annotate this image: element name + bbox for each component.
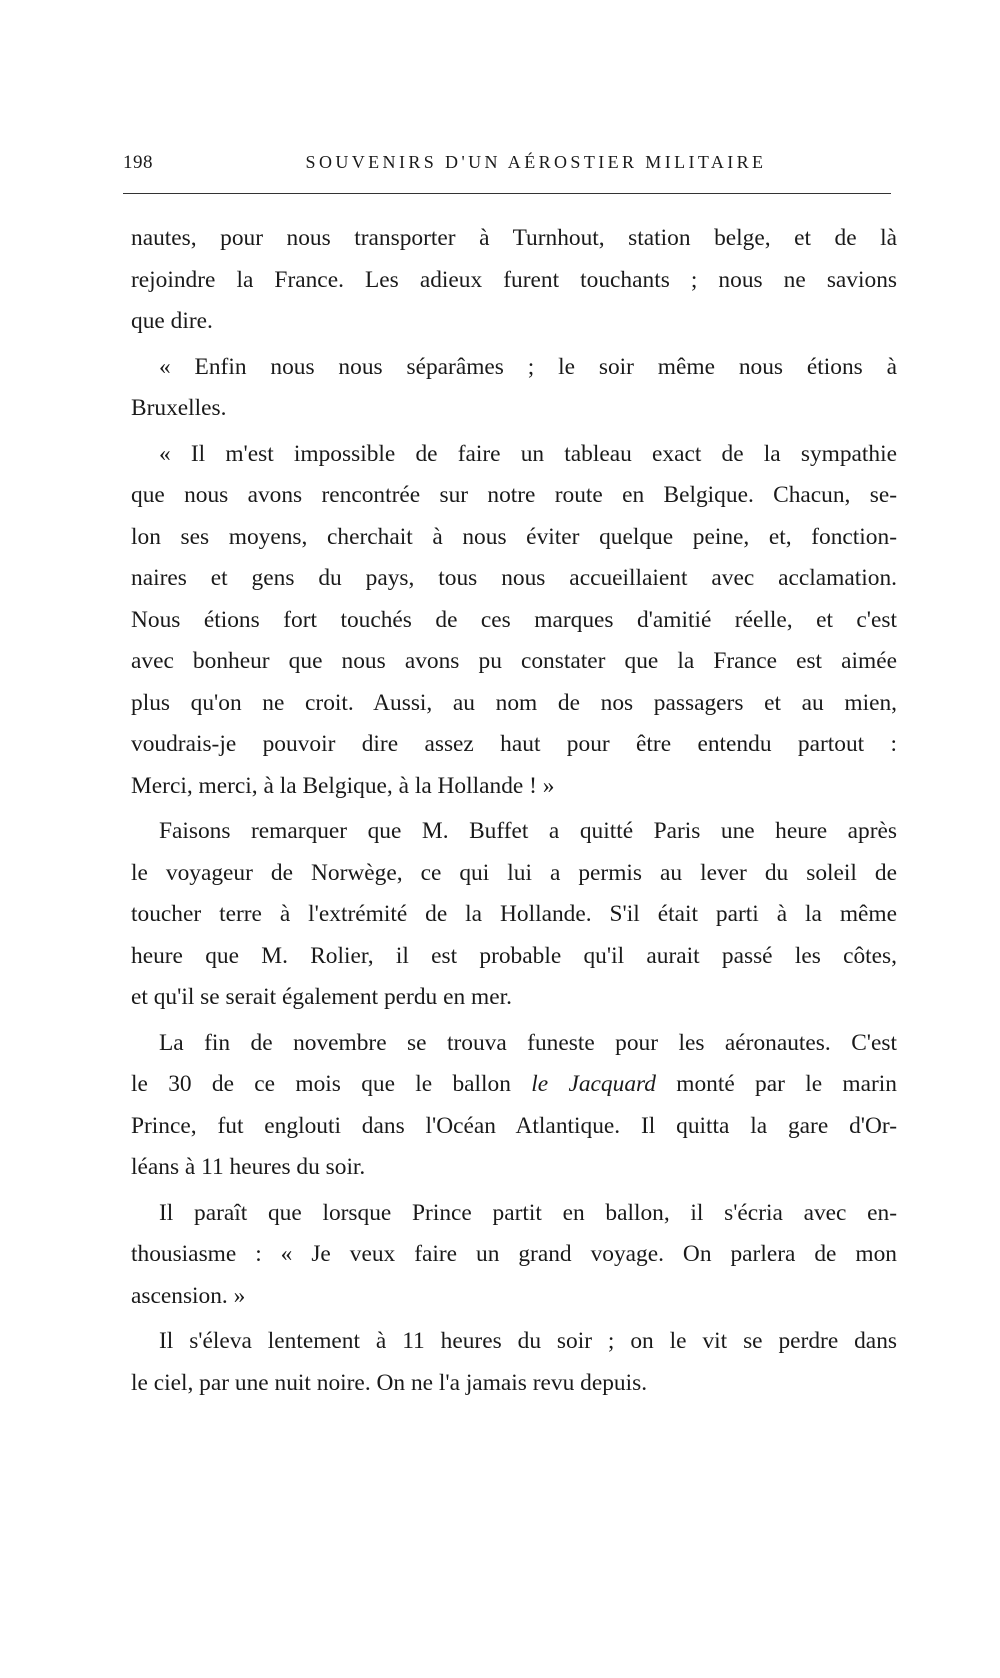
text-line: naires et gens du pays, tous nous accueillaient avec acclamation. [131,565,897,591]
text-line: Il paraît que lorsque Prince partit en ballon, il s'écria avec en- [159,1199,897,1226]
paragraph [131,218,897,343]
text-line: ascension. » [131,1282,246,1309]
paragraph [131,434,897,808]
balloon-name: le Jacquard [531,1071,656,1097]
text-line: Nous étions fort touchés de ces marques d'amitié réelle, et c'est [131,606,897,633]
paragraph [131,1023,897,1189]
text-line: plus qu'on ne croit. Aussi, au nom de nos passagers et au mien, [131,689,897,716]
text-segment: La fin de novembre se trouva funeste pour les aéronautes. C'est [159,1029,897,1056]
text-line: nautes, pour nous transporter à Turnhout, station belge, et de là [131,225,897,251]
text-line: heure que M. Rolier, il est probable qu'il aurait passé les côtes, [131,942,897,969]
text-line: thousiasme : « Je veux faire un grand voyage. On parlera de mon [131,1241,897,1267]
text-line: rejoindre la France. Les adieux furent touchants ; nous ne savions [131,266,897,293]
text-line: avec bonheur que nous avons pu constater que la France est aimée [131,648,897,674]
text-line: que dire. [131,308,213,334]
paragraph [131,811,897,1019]
running-title: SOUVENIRS D'UN AÉROSTIER MILITAIRE [305,152,767,172]
text-line [131,1023,897,1065]
text-line: toucher terre à l'extrémité de la Hollande. S'il était parti à la même [131,901,897,927]
text-line: voudrais-je pouvoir dire assez haut pour être entendu partout : [131,731,897,757]
text-line: Bruxelles. [131,395,227,421]
paragraph [131,1321,897,1404]
paragraph [131,347,897,430]
text-segment: Prince, fut englouti dans l'Océan Atlantique. Il quitta la gare d'Or- [131,1112,897,1139]
text-segment: monté par le marin [655,1071,897,1097]
text-line [131,1147,897,1189]
header-rule [123,193,891,194]
text-line: que nous avons rencontrée sur notre route en Belgique. Chacun, se- [131,482,897,508]
text-line: Faisons remarquer que M. Buffet a quitté Paris une heure après [159,818,897,844]
page-number: 198 [123,152,153,173]
text-line: lon ses moyens, cherchait à nous éviter quelque peine, et, fonction- [131,523,897,550]
paragraph [131,1193,897,1318]
text-segment: léans à 11 heures du soir. [131,1154,366,1180]
running-head [123,152,889,180]
text-line: et qu'il se serait également perdu en mer. [131,984,512,1010]
text-line: Il s'éleva lentement à 11 heures du soir ; on le vit se perdre dans [159,1328,897,1354]
text-segment: le 30 de ce mois que le ballon [131,1071,532,1097]
text-line: le voyageur de Norwège, ce qui lui a permis au lever du soleil de [131,859,897,886]
text-line: le ciel, par une nuit noire. On ne l'a jamais revu depuis. [131,1369,648,1396]
text-line: « Enfin nous nous séparâmes ; le soir même nous étions à [159,353,897,380]
text-line [131,1106,897,1148]
text-line: Merci, merci, à la Belgique, à la Hollande ! » [131,772,555,799]
text-line [131,1064,897,1106]
text-line: « Il m'est impossible de faire un tableau exact de la sympathie [159,440,897,467]
body-text [131,218,897,1404]
